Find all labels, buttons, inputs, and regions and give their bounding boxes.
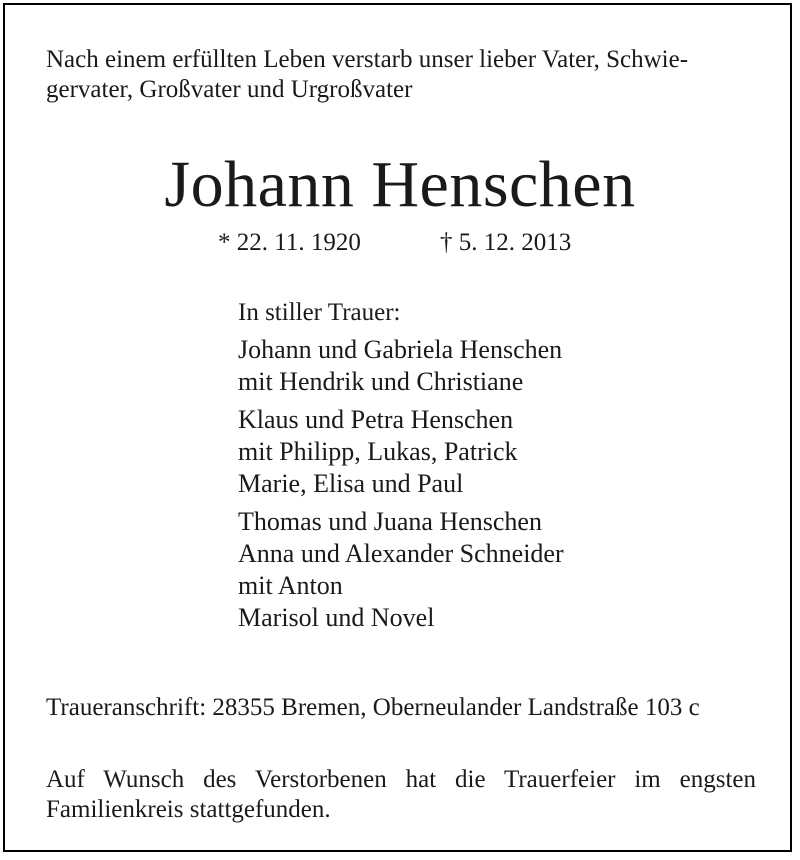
family-line: Marie, Elisa und Paul — [238, 469, 464, 498]
closing-text — [46, 765, 756, 825]
family-group — [238, 334, 758, 398]
closing-line: Auf Wunsch des Verstorbenen hat die Trauerfeier im engsten — [46, 766, 756, 793]
intro-text — [46, 45, 756, 105]
family-line: Klaus und Petra Henschen — [238, 405, 514, 434]
closing-line: Familienkreis stattgefunden. — [46, 796, 331, 823]
intro-line: gervater, Großvater und Urgroßvater — [46, 76, 413, 103]
birth-date: * 22. 11. 1920 — [218, 229, 361, 256]
mourners-label: In stiller Trauer: — [238, 299, 401, 326]
family-line: mit Philipp, Lukas, Patrick — [238, 437, 518, 466]
family-line: mit Hendrik und Christiane — [238, 367, 524, 396]
family-line: Marisol und Novel — [238, 603, 435, 632]
family-line: Johann und Gabriela Henschen — [238, 335, 563, 364]
mourning-address: Traueranschrift: 28355 Bremen, Oberneulander Landstraße 103 c — [46, 694, 700, 721]
family-line: mit Anton — [238, 571, 343, 600]
death-date: † 5. 12. 2013 — [440, 229, 572, 256]
family-group — [238, 404, 758, 500]
deceased-name: Johann Henschen — [164, 148, 636, 221]
family-group — [238, 506, 758, 634]
intro-line: Nach einem erfüllten Leben verstarb unser lieber Vater, Schwie- — [46, 46, 689, 73]
mourners-section — [238, 298, 758, 640]
family-line: Anna und Alexander Schneider — [238, 539, 564, 568]
family-line: Thomas und Juana Henschen — [238, 507, 542, 536]
